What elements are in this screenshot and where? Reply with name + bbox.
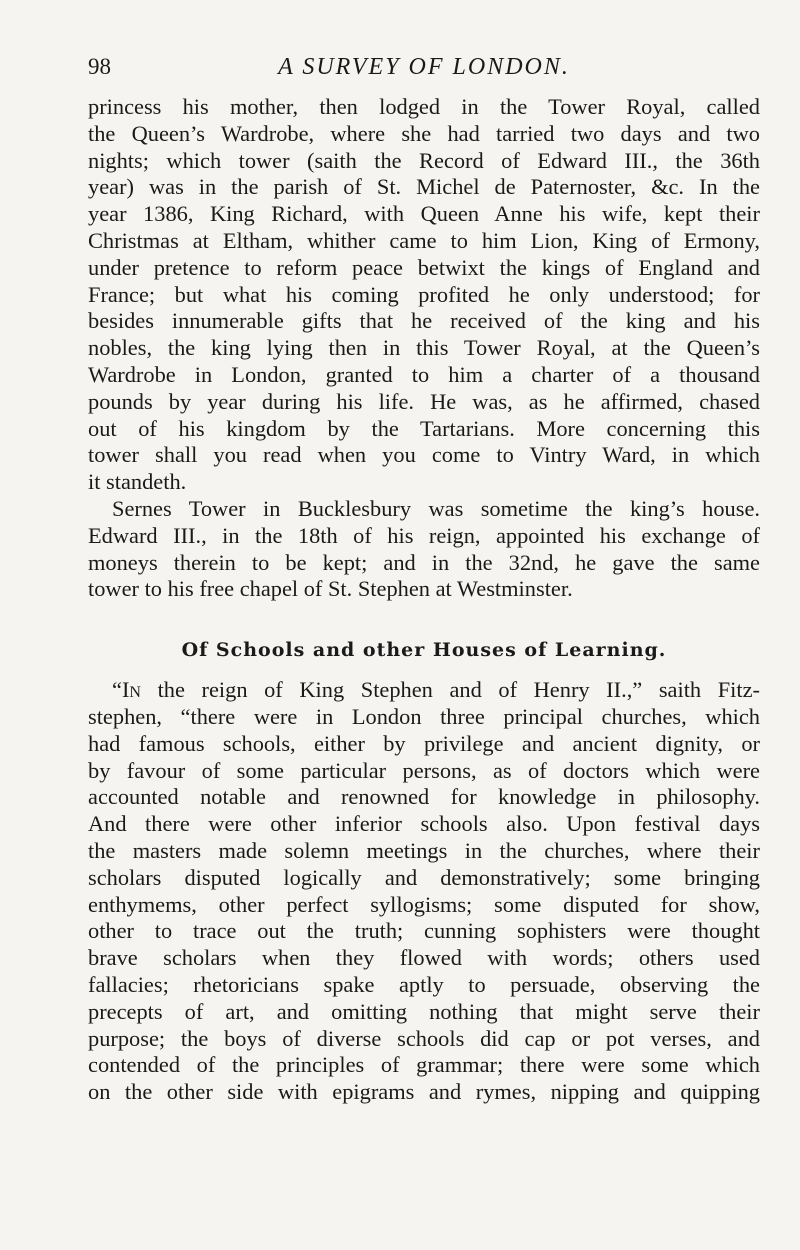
page-number: 98	[88, 54, 111, 79]
text-line: other to trace out the truth; cunning sophisters were thought	[88, 918, 760, 944]
text-line: contended of the principles of grammar; there were some which	[88, 1052, 760, 1078]
text-line: had famous schools, either by privilege and ancient dignity, or	[88, 730, 760, 756]
first-line-rest: the reign of King Stephen and of Henry II.,” saith Fitz-	[140, 677, 760, 703]
text-line: the Queen’s Wardrobe, where she had tarried two days and two	[88, 120, 760, 146]
text-line: nobles, the king lying then in this Tower Royal, at the Queen’s	[88, 335, 760, 361]
text-line: And there were other inferior schools also. Upon festival days	[88, 811, 760, 837]
text-line: precepts of art, and omitting nothing that might serve their	[88, 998, 760, 1024]
text-line: nights; which tower (saith the Record of Edward III., the 36th	[88, 147, 760, 173]
text-line: tower to his free chapel of St. Stephen at Westminster.	[88, 576, 573, 602]
text-line: moneys therein to be kept; and in the 32nd, he gave the same	[88, 549, 760, 575]
text-line: Wardrobe in London, granted to him a charter of a thousand	[88, 361, 760, 387]
first-word: In	[121, 677, 141, 703]
section-heading: Of Schools and other Houses of Learning.	[181, 639, 667, 662]
text-line: fallacies; rhetoricians spake aptly to persuade, observing the	[88, 971, 760, 997]
running-head: A SURVEY OF LONDON.	[278, 54, 570, 80]
text-line: purpose; the boys of diverse schools did cap or pot verses, and	[88, 1025, 760, 1051]
text-line: under pretence to reform peace betwixt the kings of England and	[88, 254, 760, 280]
paragraph-schools	[88, 677, 760, 1106]
text-line: princess his mother, then lodged in the Tower Royal, called	[88, 94, 760, 119]
text-line: by favour of some particular persons, as of doctors which were	[88, 757, 760, 783]
paragraph-sernes-tower	[88, 496, 760, 603]
open-quote: “	[112, 677, 122, 703]
text-line: scholars disputed logically and demonstratively; some bringing	[88, 864, 760, 890]
text-line: besides innumerable gifts that he received of the king and his	[88, 308, 760, 334]
text-line: year) was in the parish of St. Michel de Paternoster, &c. In the	[88, 174, 760, 200]
text-line: Sernes Tower in Bucklesbury was sometime the king’s house.	[112, 495, 760, 521]
text-line: accounted notable and renowned for knowledge in philosophy.	[88, 784, 760, 810]
text-line: Edward III., in the 18th of his reign, appointed his exchange of	[88, 522, 760, 548]
text-line: stephen, “there were in London three principal churches, which	[88, 703, 760, 729]
text-line: pounds by year during his life. He was, as he affirmed, chased	[88, 388, 760, 414]
text-line: brave scholars when they flowed with words; others used	[88, 945, 760, 971]
text-line: year 1386, King Richard, with Queen Anne his wife, kept their	[88, 201, 760, 227]
body-text	[88, 94, 760, 1106]
text-line: on the other side with epigrams and rymes, nipping and quipping	[88, 1079, 760, 1105]
text-line: it standeth.	[88, 469, 187, 495]
text-line: Christmas at Eltham, whither came to him Lion, King of Ermony,	[88, 227, 760, 253]
text-line	[88, 677, 760, 704]
paragraph-tower-royal	[88, 94, 760, 496]
page-header	[88, 50, 760, 84]
text-line: tower shall you read when you come to Vintry Ward, in which	[88, 442, 760, 468]
text-line: enthymems, other perfect syllogisms; some disputed for show,	[88, 891, 760, 917]
text-line: the masters made solemn meetings in the churches, where their	[88, 837, 760, 863]
text-line: out of his kingdom by the Tartarians. More concerning this	[88, 415, 760, 441]
text-line: France; but what his coming profited he only understood; for	[88, 281, 760, 307]
